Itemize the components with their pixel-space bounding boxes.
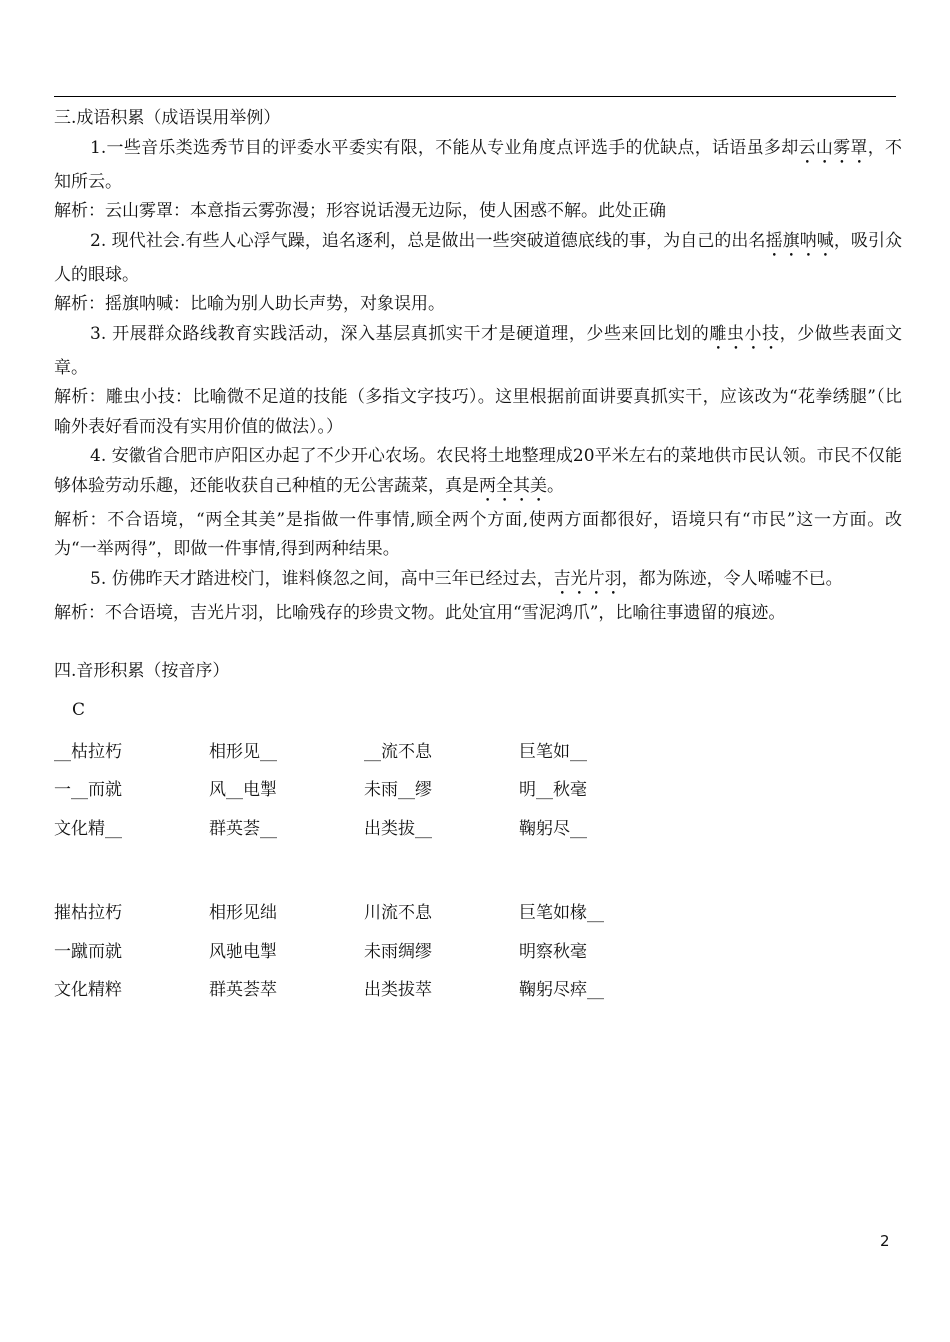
blank-cell: 鞠躬尽__ xyxy=(519,818,587,839)
answer-cell: 一蹴而就 xyxy=(54,941,122,962)
analysis-3: 解析：雕虫小技：比喻微不足道的技能（多指文字技巧）。这里根据前面讲要真抓实干，应该改为“花拳绣腿”（比喻外表好看而没有实用价值的做法）。） xyxy=(54,387,902,437)
blank-cell: 群英荟__ xyxy=(209,818,277,839)
example-5-idiom: 吉光片羽 xyxy=(553,568,622,589)
example-3-text: 3. 开展群众路线教育实践活动，深入基层真抓实干才是硬道理，少些来回比划的 xyxy=(90,323,710,344)
example-5-text: 5. 仿佛昨天才踏进校门，谁料倏忽之间，高中三年已经过去， xyxy=(90,568,554,589)
page-number: 2 xyxy=(880,1232,890,1250)
blank-cell: 巨笔如__ xyxy=(519,741,587,762)
answer-cell: 文化精粹 xyxy=(54,980,122,1000)
analysis-2: 解析：摇旗呐喊：比喻为别人助长声势，对象误用。 xyxy=(54,294,445,314)
answer-grid xyxy=(54,894,902,1010)
blank-cell: 一__而就 xyxy=(54,780,122,800)
example-5 xyxy=(54,565,902,599)
document-body xyxy=(54,104,902,1010)
example-3-idiom: 雕虫小技 xyxy=(709,323,780,344)
example-1-tail: ，不知所云。 xyxy=(54,137,903,192)
example-2-text: 2. 现代社会.有些人心浮气躁，追名逐利，总是做出一些突破道德底线的事，为自己的出名 xyxy=(90,230,766,251)
answer-cell: 相形见绌 xyxy=(209,903,277,923)
section-3-title: 三.成语积累（成语误用举例） xyxy=(54,108,281,128)
example-2-idiom: 摇旗呐喊 xyxy=(765,230,834,251)
blank-cell: __流不息 xyxy=(364,741,432,762)
analysis-4: 解析：不合语境，“两全其美”是指做一件事情,顾全两个方面,使两方面都很好，语境只有“市民”这一方面。改为“一举两得”，即做一件事情,得到两种结果。 xyxy=(54,509,902,559)
blank-cell: 相形见__ xyxy=(209,741,277,762)
answer-cell: 出类拔萃 xyxy=(364,980,432,1000)
example-4-text: 4. 安徽省合肥市庐阳区办起了不少开心农场。农民将土地整理成20平米左右的菜地供市民认领。市民不仅能够体验劳动乐趣，还能收获自己种植的无公害蔬菜，真是 xyxy=(54,446,902,496)
letter-heading: C xyxy=(72,699,86,720)
blank-cell: __枯拉朽 xyxy=(54,741,122,762)
answer-cell: 川流不息 xyxy=(364,903,432,923)
blank-cell: 未雨__缪 xyxy=(364,780,432,800)
blank-cell: 文化精__ xyxy=(54,818,122,839)
blank-cell: 出类拔__ xyxy=(364,818,432,839)
example-2 xyxy=(54,227,902,291)
section-4-title: 四.音形积累（按音序） xyxy=(54,661,230,681)
answer-cell: 风驰电掣 xyxy=(209,941,277,962)
answer-cell: 摧枯拉朽 xyxy=(54,903,122,923)
example-4-idiom: 两全其美 xyxy=(479,475,547,496)
example-3-tail: ，少做些表面文章。 xyxy=(54,323,903,378)
example-4 xyxy=(54,442,902,506)
grid-spacer xyxy=(54,848,902,886)
blank-cell: 风__电掣 xyxy=(209,780,277,800)
example-2-tail: ，吸引众人的眼球。 xyxy=(54,230,903,285)
section-spacer xyxy=(54,628,902,657)
header-rule xyxy=(54,96,896,97)
example-5-tail: ，都为陈迹，令人唏嘘不已。 xyxy=(621,568,843,589)
example-3 xyxy=(54,320,902,384)
blank-grid xyxy=(54,733,902,849)
example-1 xyxy=(54,134,902,198)
example-4-tail: 。 xyxy=(547,475,564,496)
answer-cell: 未雨绸缪 xyxy=(364,941,432,962)
example-1-idiom: 云山雾罩 xyxy=(798,137,868,158)
blank-cell: 明__秋毫 xyxy=(519,780,587,800)
answer-cell: 鞠躬尽瘁__ xyxy=(519,980,604,1000)
example-1-text: 1.一些音乐类选秀节目的评委水平委实有限，不能从专业角度点评选手的优缺点，话语虽多却 xyxy=(90,137,799,158)
analysis-5: 解析：不合语境，吉光片羽，比喻残存的珍贵文物。此处宜用“雪泥鸿爪”，比喻往事遗留的痕迹。 xyxy=(54,602,786,623)
answer-cell: 明察秋毫 xyxy=(519,941,587,962)
answer-cell: 群英荟萃 xyxy=(209,980,277,1000)
analysis-1: 解析：云山雾罩：本意指云雾弥漫；形容说话漫无边际，使人困惑不解。此处正确 xyxy=(54,201,666,221)
answer-cell: 巨笔如椽__ xyxy=(519,903,604,923)
